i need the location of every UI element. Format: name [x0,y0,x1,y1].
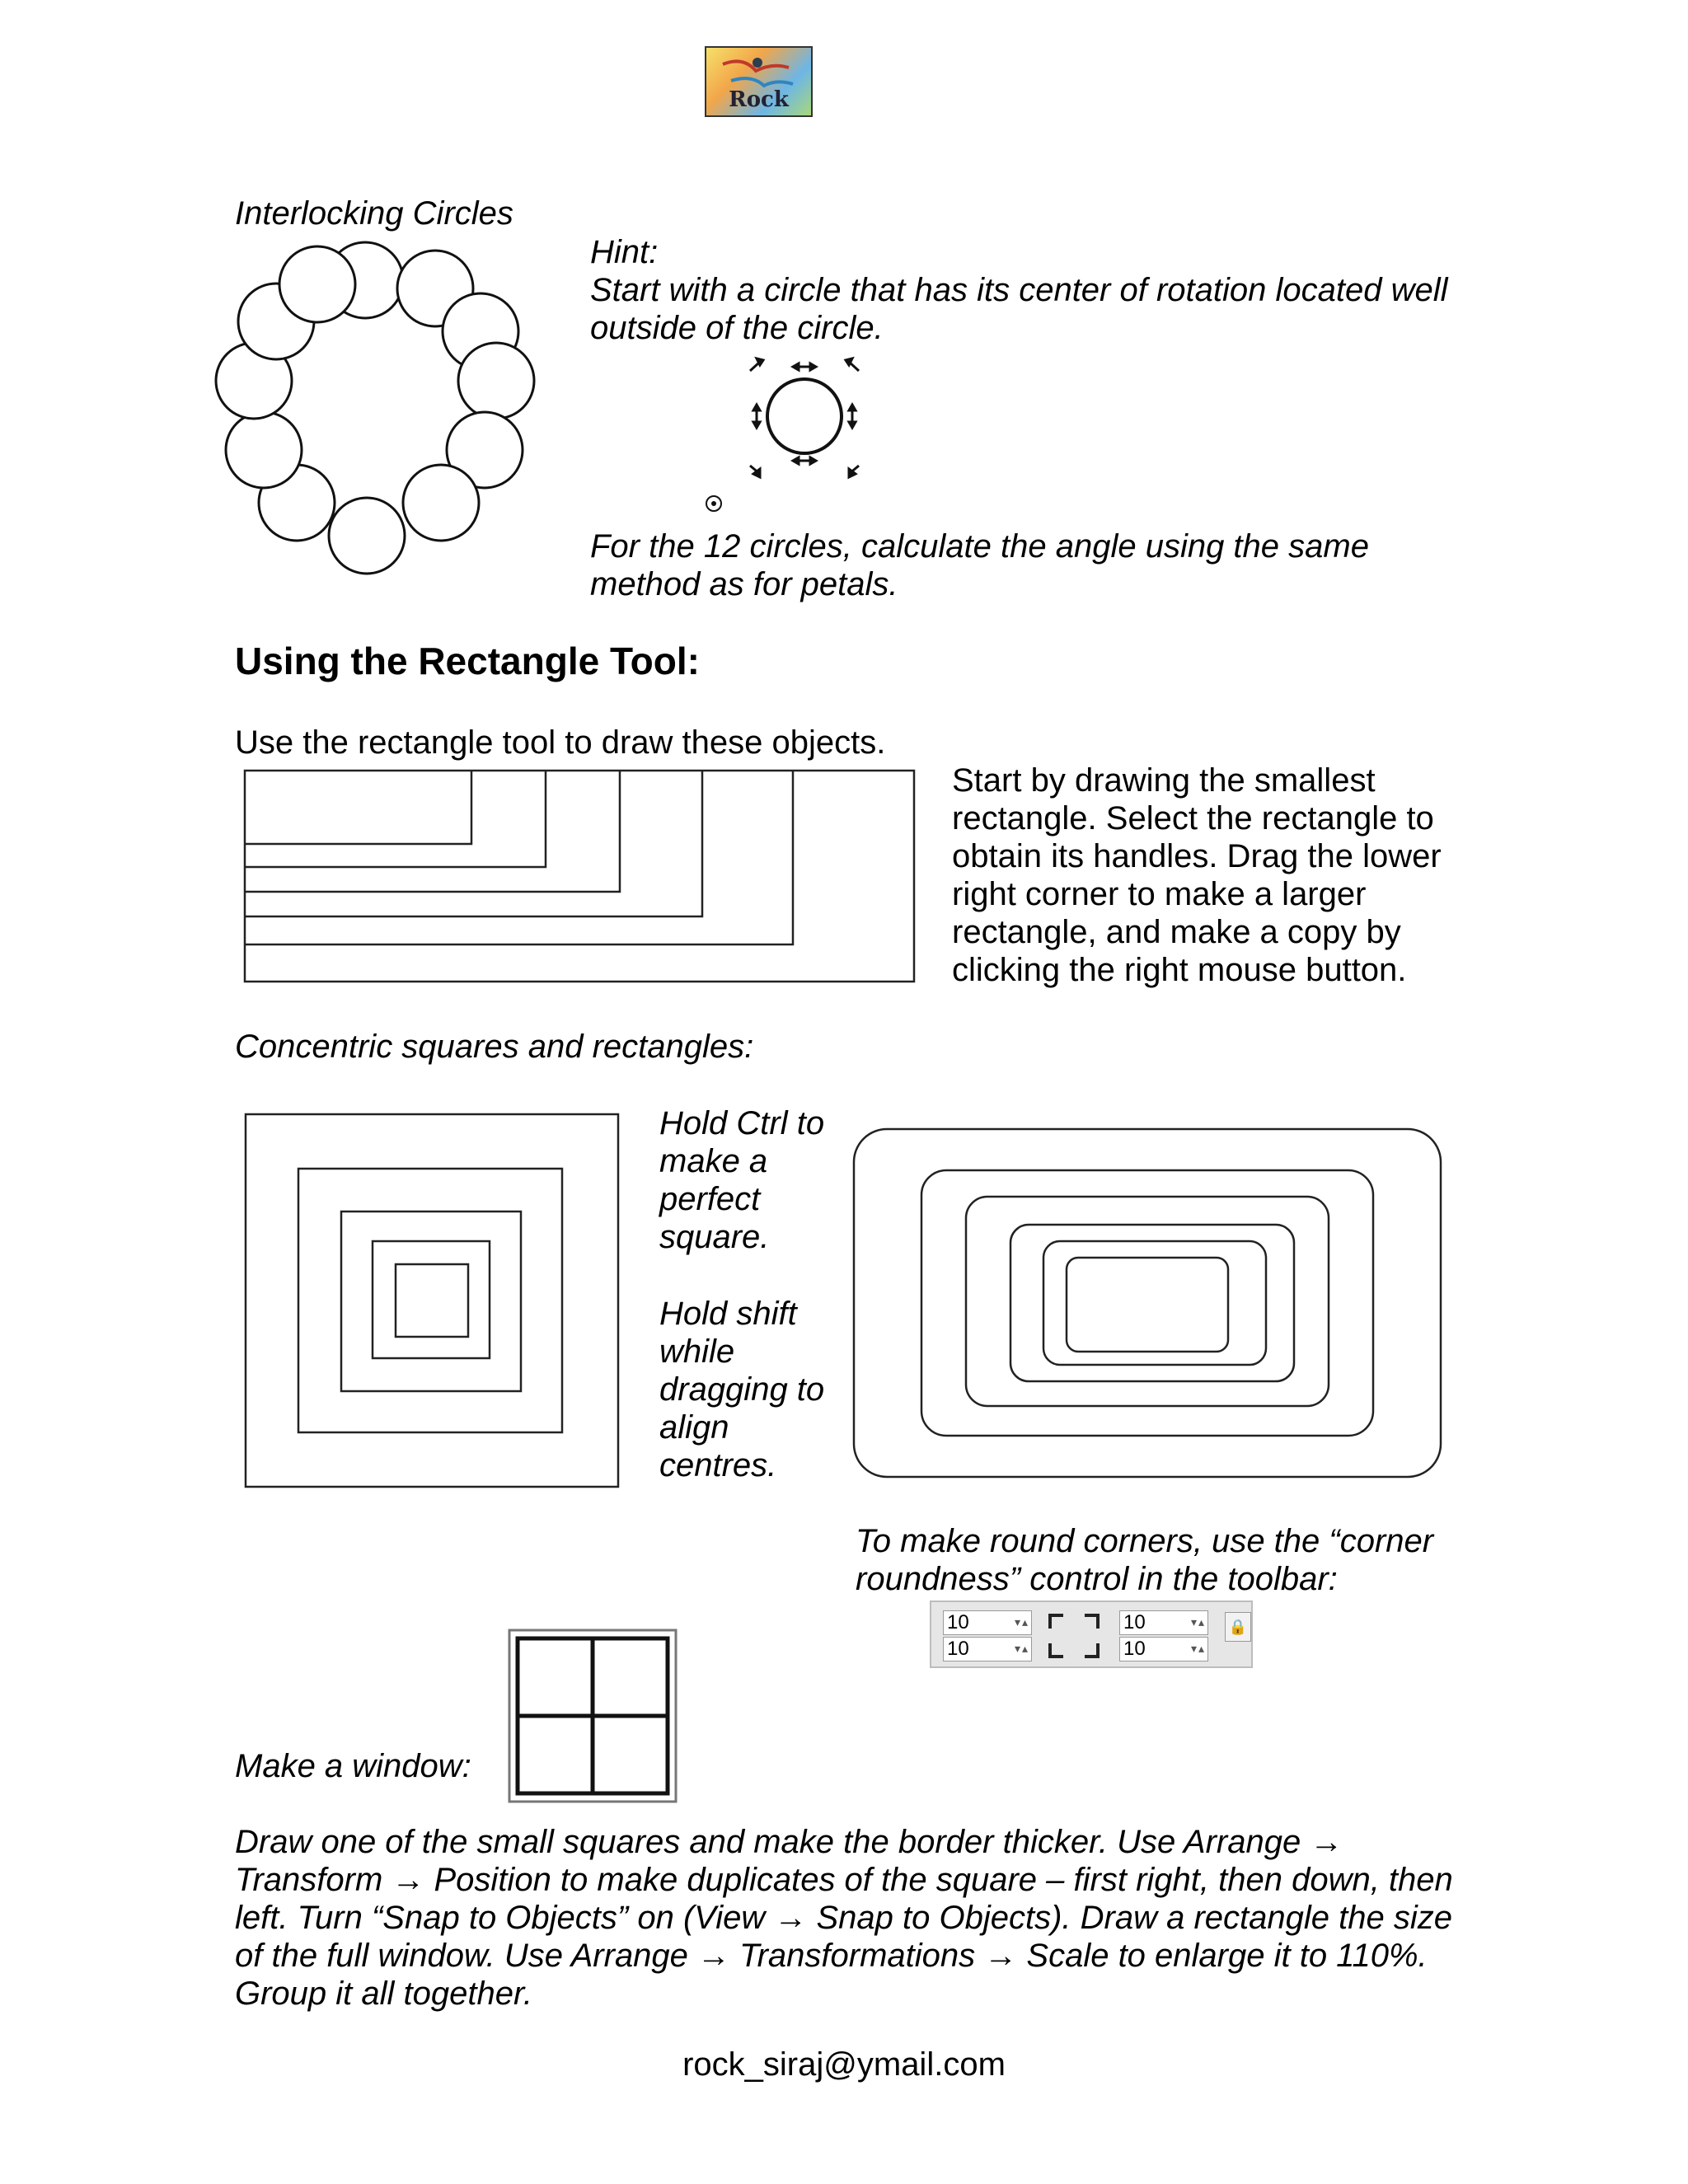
field-value: 10 [1123,1638,1146,1660]
field-value: 10 [1123,1611,1146,1633]
ring-circle [403,465,479,541]
ring-circle [329,498,405,574]
ctrl-tip: Hold Ctrl to make a perfect square. [659,1105,825,1255]
section-title-interlocking-circles: Interlocking Circles [235,195,513,232]
field-value: 10 [947,1611,969,1633]
lock-icon[interactable]: 🔒 [1225,1612,1251,1642]
make-window-label: Make a window: [235,1748,471,1784]
corner-roundness-bottom-left-input[interactable] [943,1637,1032,1661]
center-of-rotation-icon [706,496,721,511]
window-instructions: Draw one of the small squares and make the border thicker. Use Arrange → Transform → Position to make duplicates of the square – first right, then down, then left. Turn “Snap to Objects” on (View → Snap to Objects). Draw a rectangle the size of the full window. Use Arrange → Transformations → Scale to enlarge it to 110%. Group it all together. [235,1824,1453,2012]
rectangle-intro: Use the rectangle tool to draw these objects. [235,724,886,761]
rock-logo [705,46,813,117]
section-heading-rectangle-tool: Using the Rectangle Tool: [235,640,700,682]
selected-circle-handles-diagram [701,350,882,515]
nested-rectangles-diagram [244,770,920,986]
concentric-rounded-rectangles-diagram [852,1127,1446,1482]
bottom-right-corner-icon [1085,1643,1100,1658]
footer-email[interactable]: rock_siraj@ymail.com [682,2046,1006,2083]
corner-roundness-top-right-input[interactable] [1119,1610,1208,1635]
top-left-corner-icon [1048,1614,1063,1629]
ring-circle [226,412,302,488]
spin-arrows-icon[interactable]: ▾▴ [1190,1615,1206,1629]
ring-circle [458,343,534,419]
selected-circle [767,379,842,453]
angle-calculation-text: For the 12 circles, calculate the angle using the same method as for petals. [590,528,1369,602]
concentric-label: Concentric squares and rectangles: [235,1029,754,1065]
field-value: 10 [947,1638,969,1660]
hint-label: Hint: [590,234,659,270]
spin-arrows-icon[interactable]: ▾▴ [1190,1642,1206,1655]
interlocking-circles-diagram [231,239,577,602]
spin-arrows-icon[interactable]: ▾▴ [1014,1642,1029,1655]
spin-arrows-icon[interactable]: ▾▴ [1014,1615,1029,1629]
top-right-corner-icon [1085,1614,1100,1629]
logo-text: Rock [729,87,789,112]
corner-icons [1045,1610,1103,1661]
shift-tip: Hold shift while dragging to align centres. [659,1296,825,1483]
bottom-left-corner-icon [1048,1643,1063,1658]
corner-roundness-bottom-right-input[interactable] [1119,1637,1208,1661]
corner-roundness-toolbar [930,1601,1253,1668]
corner-roundness-top-left-input[interactable] [943,1610,1032,1635]
window-diagram [508,1629,681,1805]
ring-circle [279,246,355,322]
rectangle-instructions: Start by drawing the smallest rectangle. Select the rectangle to obtain its handles. Drag the lower right corner to make a larger rectangle, and make a copy by clicking the right mouse button. [952,762,1442,988]
round-corners-tip: To make round corners, use the “corner roundness” control in the toolbar: [856,1523,1434,1597]
concentric-squares-diagram [244,1113,623,1492]
hint-text: Start with a circle that has its center of rotation located well outside of the circle. [590,272,1448,346]
